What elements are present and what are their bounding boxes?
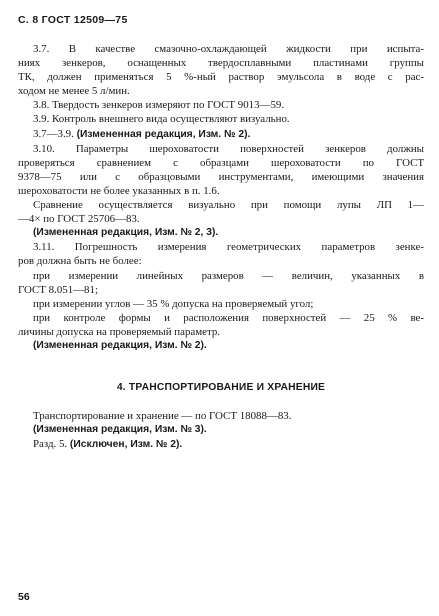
- linear-dimensions-line-1: при измерении линейных размеров — величин, указанных в: [33, 269, 424, 282]
- paragraph-3-9: 3.9. Контроль внешнего вида осуществляют визуально.: [33, 113, 290, 126]
- form-control-line-2: личины допуска на проверяемый параметр.: [18, 325, 221, 338]
- clause-reference: 3.7—3.9.: [33, 127, 74, 140]
- comparison-line-1: Сравнение осуществляется визуально при помощи лупы ЛП 1—: [33, 199, 424, 212]
- section-spacer: [18, 395, 424, 409]
- paragraph-3-10-line-4: шероховатости не более указанных в п. 1.6.: [18, 184, 220, 197]
- section-5-label: Разд. 5.: [33, 438, 68, 451]
- angle-measurement: при измерении углов — 35 % допуска на проверяемый угол;: [33, 297, 314, 310]
- page-number: 56: [18, 591, 30, 603]
- amendment-note-3-11: (Измененная редакция, Изм. № 2).: [33, 339, 207, 351]
- section-spacer: [18, 353, 424, 367]
- running-header: С. 8 ГОСТ 12509—75: [18, 14, 128, 26]
- paragraph-3-10-line-3: 9378—75 или с образцовыми инструментами, имеющими значения: [18, 170, 424, 183]
- section-5-note: [18, 437, 424, 452]
- amendment-label: (Измененная редакция, Изм. № 2).: [76, 128, 251, 140]
- linear-dimensions-line-2: ГОСТ 8.051—81;: [18, 283, 98, 296]
- excluded-label: (Исключен, Изм. № 2).: [69, 439, 183, 451]
- paragraph-3-7-line-2: ниях зенкеров, оснащенных твердосплавными пластинами группы: [18, 57, 424, 70]
- document-body: [18, 42, 424, 452]
- paragraph-3-11-line-1: 3.11. Погрешность измерения геометрических параметров зенке-: [33, 241, 424, 254]
- amendment-note-4: (Измененная редакция, Изм. № 3).: [33, 424, 207, 436]
- paragraph-3-7-line-3: ТК, должен применяться 5 %-ный раствор эмульсола в воде с рас-: [18, 71, 424, 84]
- paragraph-3-7-line-1: 3.7. В качестве смазочно-охлаждающей жидкости при испыта-: [33, 43, 424, 55]
- paragraph-3-7-line-4: ходом не менее 5 л/мин.: [18, 85, 130, 98]
- amendment-note-3-10: (Измененная редакция, Изм. № 2, 3).: [33, 227, 219, 239]
- section-spacer: [18, 367, 424, 381]
- section-title: 4. ТРАНСПОРТИРОВАНИЕ И ХРАНЕНИЕ: [116, 382, 326, 394]
- form-control-line-1: при контроле формы и расположения поверхностей — 25 % ве-: [33, 311, 424, 324]
- amendment-note-3-7-3-9: [18, 127, 424, 142]
- paragraph-3-10-line-1: 3.10. Параметры шероховатости поверхностей зенкеров должны: [33, 142, 424, 155]
- comparison-line-2: —4× по ГОСТ 25706—83.: [18, 213, 140, 226]
- paragraph-3-10-line-2: проверяться сравнением с образцами шероховатости по ГОСТ: [18, 156, 424, 169]
- transport-paragraph: Транспортирование и хранение — по ГОСТ 18088—83.: [33, 410, 292, 423]
- paragraph-3-11-line-2: ров должна быть не более:: [18, 255, 142, 268]
- paragraph-3-8: 3.8. Твердость зенкеров измеряют по ГОСТ 9013—59.: [33, 99, 285, 112]
